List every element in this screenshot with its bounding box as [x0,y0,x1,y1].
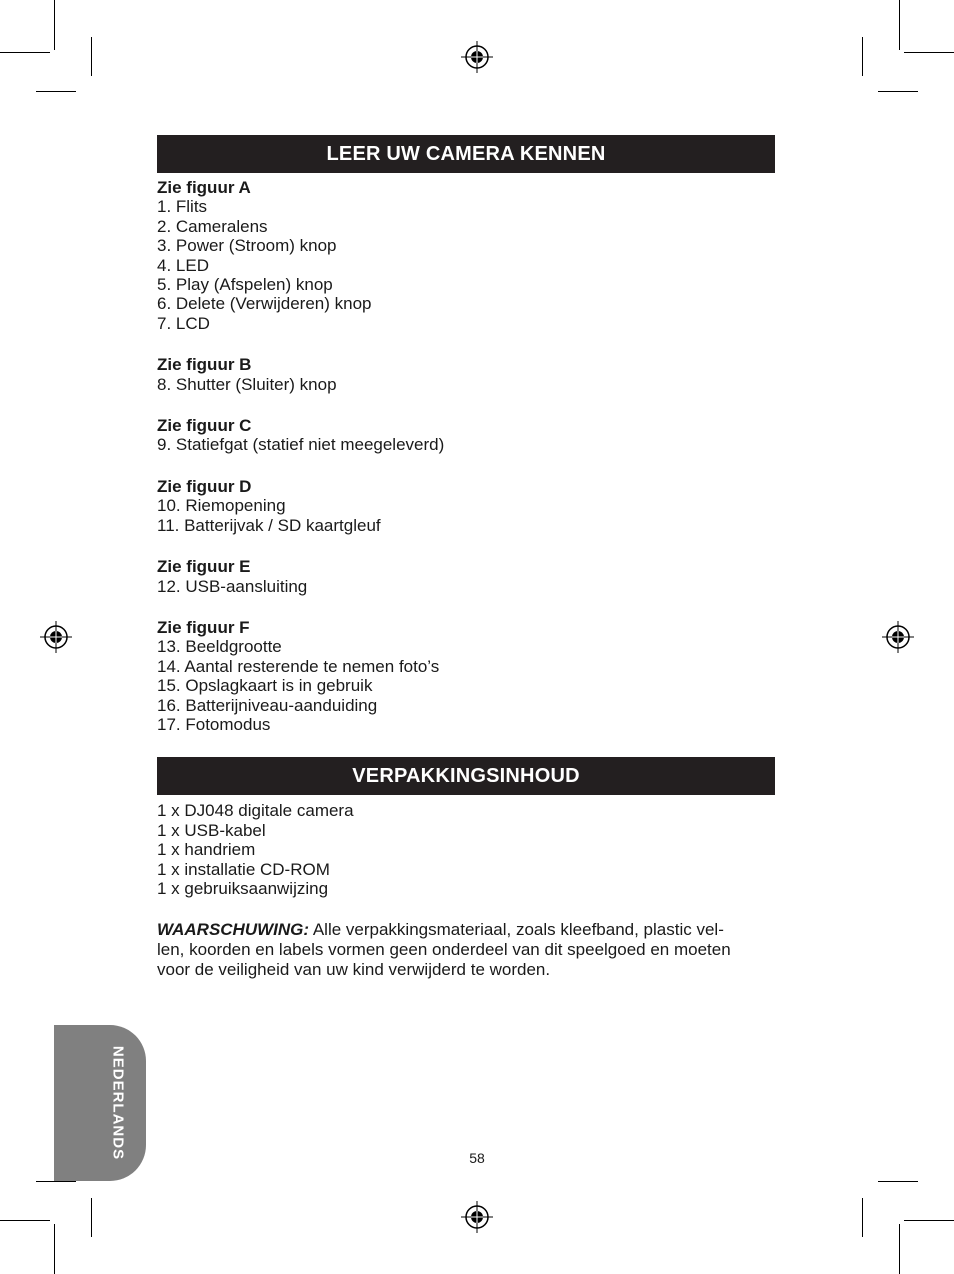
crop-mark [862,37,863,76]
list-item: 10. Riemopening [157,496,286,516]
list-item: 9. Statiefgat (statief niet meegeleverd) [157,435,445,455]
crop-mark [899,0,900,50]
warning-text: voor de veiligheid van uw kind verwijderd te worden. [157,959,551,979]
list-item: 1 x installatie CD-ROM [157,859,330,879]
language-tab-label: NEDERLANDS [109,1045,127,1161]
crop-mark [36,1181,76,1182]
figure-heading: Zie figuur E [157,557,251,577]
warning-text: Alle verpakkingsmateriaal, zoals kleefband, plastic vel- [309,920,724,940]
figure-heading: Zie figuur F [157,617,250,637]
figure-group-a [157,178,775,333]
list-item: 1 x gebruiksaanwijzing [157,878,329,898]
list-item: 8. Shutter (Sluiter) knop [157,374,337,394]
list-item: 1 x DJ048 digitale camera [157,801,354,821]
crop-mark [54,1224,55,1274]
list-item: 16. Batterijniveau-aanduiding [157,695,378,715]
section-title-camera: LEER UW CAMERA KENNEN [157,135,775,173]
figure-group-e [157,557,775,596]
registration-mark-icon [882,621,914,653]
parts-list [157,178,775,734]
list-item: 7. LCD [157,313,210,333]
figure-heading: Zie figuur B [157,355,252,375]
crop-mark [91,37,92,76]
crop-mark [878,1181,918,1182]
list-item: 11. Batterijvak / SD kaartgleuf [157,515,381,535]
list-item: 1 x USB-kabel [157,820,266,840]
crop-mark [899,1224,900,1274]
list-item: 12. USB-aansluiting [157,576,308,596]
crop-mark [54,0,55,50]
list-item: 15. Opslagkaart is in gebruik [157,676,373,696]
warning-label: WAARSCHUWING: [157,920,310,940]
list-item: 5. Play (Afspelen) knop [157,275,333,295]
package-contents-list [157,801,775,898]
list-item: 3. Power (Stroom) knop [157,236,337,256]
figure-group-f [157,618,775,734]
list-item: 13. Beeldgrootte [157,637,282,657]
list-item: 1 x handriem [157,840,256,860]
registration-mark-icon [461,41,493,73]
warning-text: len, koorden en labels vormen geen onderdeel van dit speelgoed en moeten [157,939,731,959]
registration-mark-icon [40,621,72,653]
list-item: 14. Aantal resterende te nemen foto’s [157,656,440,676]
list-item: 2. Cameralens [157,216,268,236]
warning-paragraph [157,920,775,979]
crop-mark [904,52,954,53]
list-item: 1. Flits [157,197,208,217]
crop-mark [0,1220,50,1221]
figure-group-b [157,355,775,394]
page-content [157,135,775,979]
list-item: 4. LED [157,255,209,275]
figure-heading: Zie figuur A [157,178,251,197]
figure-heading: Zie figuur D [157,476,252,496]
registration-mark-icon [461,1201,493,1233]
page-number: 58 [469,1150,485,1166]
crop-mark [904,1220,954,1221]
section-title-package: VERPAKKINGSINHOUD [157,757,775,795]
figure-group-d [157,477,775,535]
crop-mark [0,52,50,53]
list-item: 6. Delete (Verwijderen) knop [157,294,372,314]
figure-group-c [157,416,775,455]
list-item: 17. Fotomodus [157,714,271,734]
crop-mark [91,1198,92,1237]
crop-mark [36,91,76,92]
crop-mark [878,91,918,92]
crop-mark [862,1198,863,1237]
figure-heading: Zie figuur C [157,416,252,436]
